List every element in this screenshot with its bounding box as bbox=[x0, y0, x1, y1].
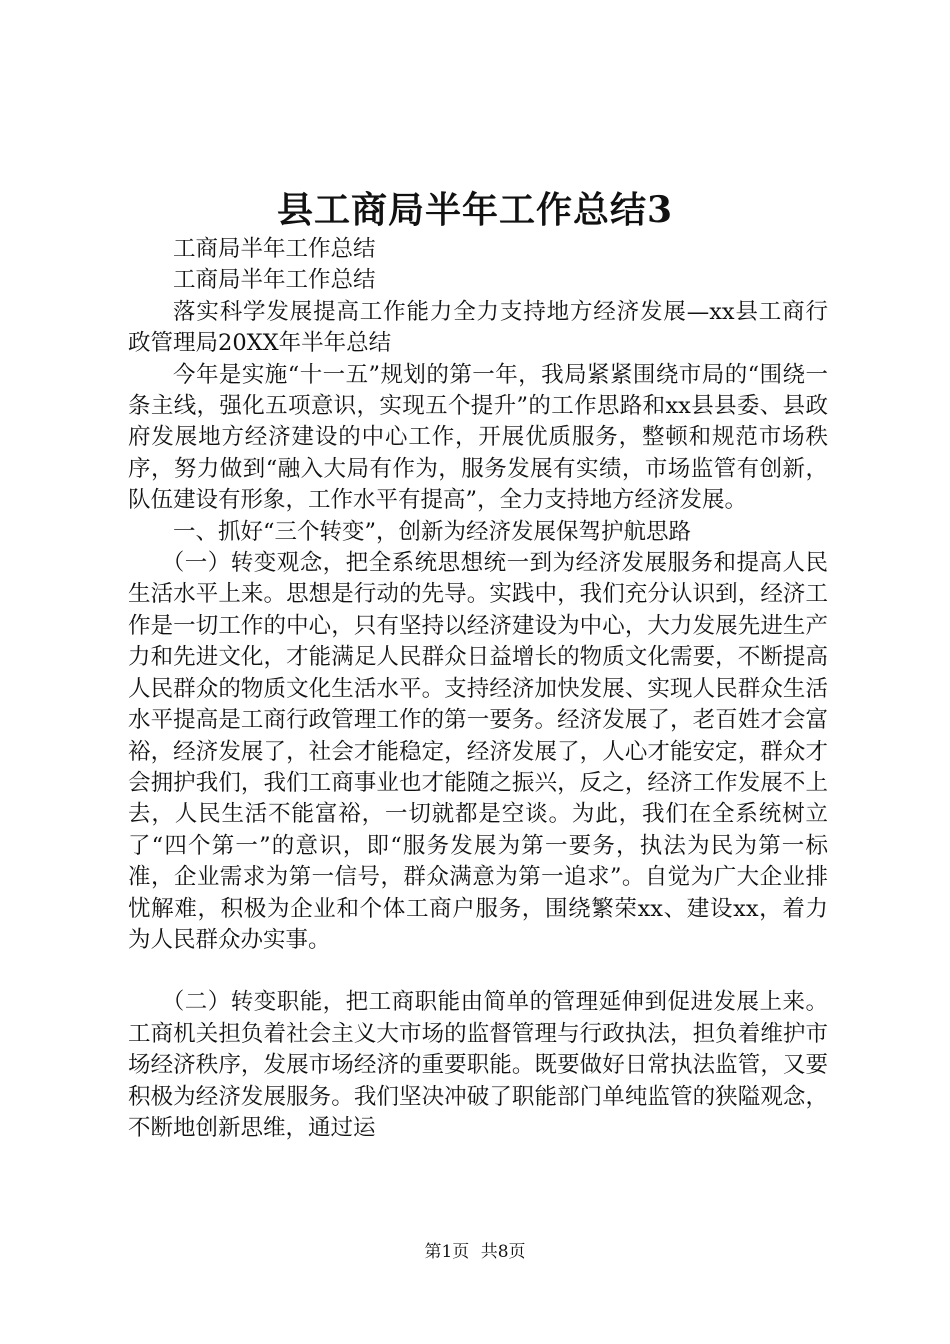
page-total: 共8页 bbox=[480, 1242, 526, 1262]
document-body bbox=[128, 234, 828, 1144]
page-number: 第1页 bbox=[424, 1242, 470, 1262]
document-title: 县工商局半年工作总结3 bbox=[276, 189, 674, 231]
page-footer bbox=[0, 1240, 950, 1264]
section-heading: 一、抓好“三个转变”，创新为经济发展保驾护航思路 bbox=[173, 518, 692, 545]
subtitle-line: 工商局半年工作总结 bbox=[173, 267, 376, 294]
report-heading: 落实科学发展提高工作能力全力支持地方经济发展—xx县工商行政管理局20XX年半年总结 bbox=[128, 298, 828, 357]
body-paragraph: （一）转变观念，把全系统思想统一到为经济发展服务和提高人民生活水平上来。思想是行动的先导。实践中，我们充分认识到，经济工作是一切工作的中心，只有坚持以经济建设为中心，大力发展先进生产力和先进文化，才能满足人民群众日益增长的物质文化需要，不断提高人民群众的物质文化生活水平。支持经济加快发展、实现人民群众生活水平提高是工商行政管理工作的第一要务。经济发展了，老百姓才会富裕，经济发展了，社会才能稳定，经济发展了，人心才能安定，群众才会拥护我们，我们工商事业也才能随之振兴，反之，经济工作发展不上去，人民生活不能富裕，一切就都是空谈。为此，我们在全系统树立了“四个第一”的意识，即“服务发展为第一要务，执法为民为第一标准，企业需求为第一信号，群众满意为第一追求”。自觉为广大企业排忧解难，积极为企业和个体工商户服务，围绕繁荣xx、建设xx，着力为人民群众办实事。 bbox=[128, 550, 828, 953]
intro-paragraph: 今年是实施“十一五”规划的第一年，我局紧紧围绕市局的“围绕一条主线，强化五项意识，实现五个提升”的工作思路和xx县县委、县政府发展地方经济建设的中心工作，开展优质服务，整顿和规范市场秩序，努力做到“融入大局有作为，服务发展有实绩，市场监管有创新，队伍建设有形象，工作水平有提高”，全力支持地方经济发展。 bbox=[128, 361, 828, 514]
body-paragraph: （二）转变职能，把工商职能由简单的管理延伸到促进发展上来。工商机关担负着社会主义大市场的监督管理与行政执法，担负着维护市场经济秩序，发展市场经济的重要职能。既要做好日常执法监管，又要积极为经济发展服务。我们坚决冲破了职能部门单纯监管的狭隘观念，不断地创新思维，通过运 bbox=[128, 989, 828, 1141]
subtitle-line: 工商局半年工作总结 bbox=[173, 236, 376, 262]
